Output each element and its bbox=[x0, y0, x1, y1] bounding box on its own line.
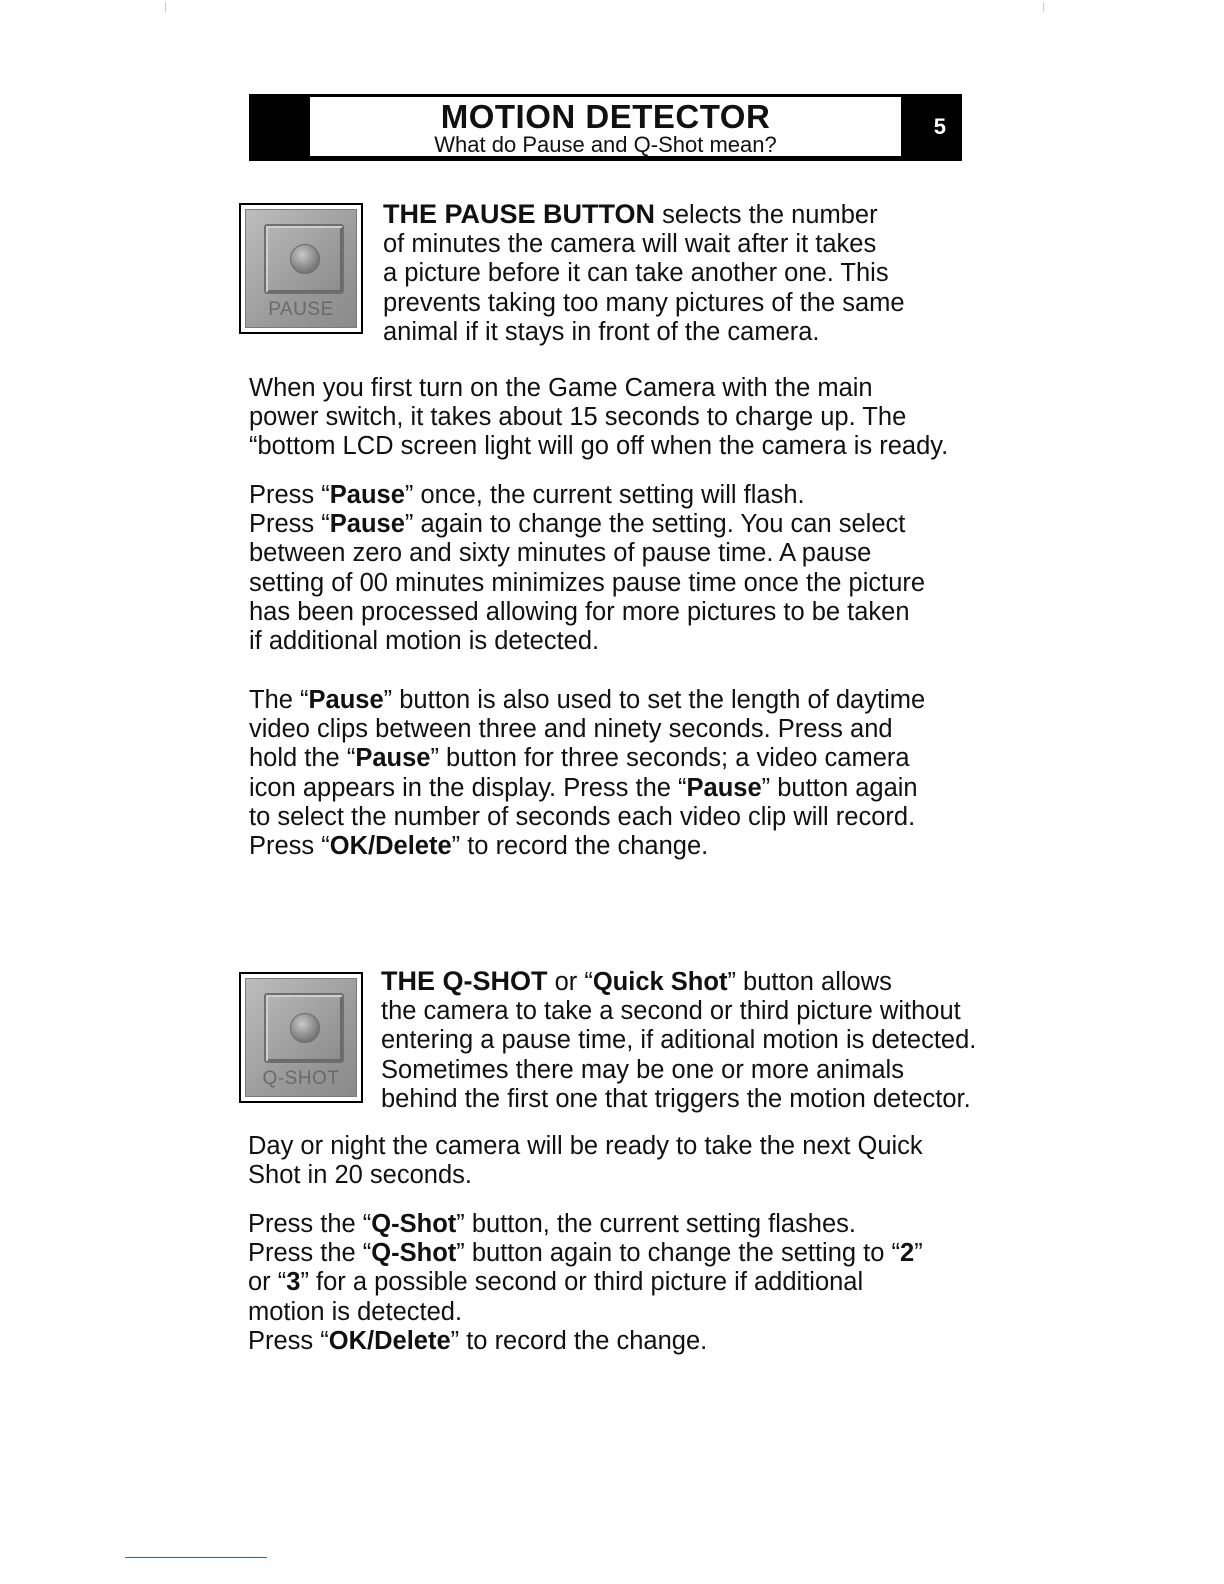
bold-term: Q-Shot bbox=[371, 1210, 457, 1238]
qshot-button-image bbox=[239, 972, 363, 1103]
bold-term: Pause bbox=[329, 510, 405, 539]
page-number: 5 bbox=[933, 114, 946, 139]
text-run: ” button again to change the setting to “ bbox=[456, 1239, 901, 1268]
text-run: ” to record the change. bbox=[451, 832, 709, 861]
bold-term: OK/Delete bbox=[328, 1326, 451, 1355]
text-run: ” button allows bbox=[727, 968, 892, 996]
pause-paragraph-1 bbox=[249, 374, 1009, 462]
text-run: ” button is also used to set the length of daytime bbox=[383, 686, 926, 714]
text-run: hold the “ bbox=[249, 744, 356, 773]
paragraph-line: setting of 00 minutes minimizes pause time once the picture bbox=[249, 568, 926, 597]
qshot-lead: THE Q-SHOT bbox=[381, 966, 548, 996]
header-title-box bbox=[310, 97, 901, 156]
button-dot-icon bbox=[290, 244, 320, 274]
section-header bbox=[249, 94, 962, 161]
bold-term: Q-Shot bbox=[371, 1239, 457, 1268]
text-run: or “ bbox=[248, 1268, 287, 1297]
pause-intro bbox=[383, 200, 983, 347]
page-title: MOTION DETECTOR bbox=[440, 98, 771, 135]
paragraph-line: video clips between three and ninety seconds. Press and bbox=[249, 715, 893, 744]
paragraph-line: if additional motion is detected. bbox=[249, 627, 600, 656]
bold-term: Quick Shot bbox=[592, 968, 728, 996]
text-run: ” button, the current setting flashes. bbox=[456, 1210, 857, 1238]
bold-term: Pause bbox=[686, 773, 762, 802]
qshot-intro-line: the camera to take a second or third picture without bbox=[381, 997, 961, 1026]
text-run: ” again to change the setting. You can select bbox=[404, 510, 906, 539]
qshot-paragraph-2 bbox=[248, 1210, 1008, 1356]
pause-paragraph-2 bbox=[249, 481, 1009, 656]
text-run: ” to record the change. bbox=[450, 1326, 708, 1355]
text-run: Press the “ bbox=[248, 1210, 372, 1238]
paragraph-line: When you first turn on the Game Camera with the main bbox=[249, 374, 873, 402]
text-run: ” once, the current setting will flash. bbox=[404, 481, 805, 509]
text-run: ” for a possible second or third picture if additional bbox=[300, 1268, 864, 1297]
paragraph-line: Shot in 20 seconds. bbox=[248, 1161, 472, 1190]
crop-mark-left bbox=[165, 2, 166, 12]
text-run: The “ bbox=[249, 686, 309, 714]
text-run: ” button again bbox=[761, 773, 918, 802]
qshot-key bbox=[264, 993, 344, 1063]
pause-intro-line: of minutes the camera will wait after it takes bbox=[383, 230, 877, 259]
footnote-rule bbox=[125, 1557, 267, 1558]
qshot-intro-line: entering a pause time, if aditional motion is detected. bbox=[381, 1026, 977, 1055]
qshot-button-label: Q-SHOT bbox=[262, 1068, 340, 1089]
bold-term: OK/Delete bbox=[329, 832, 452, 861]
text-run: Press “ bbox=[249, 832, 330, 861]
crop-mark-right bbox=[1043, 2, 1044, 12]
pause-button-label: PAUSE bbox=[268, 299, 334, 320]
paragraph-line: between zero and sixty minutes of pause time. A pause bbox=[249, 539, 872, 568]
paragraph-line: Day or night the camera will be ready to take the next Quick bbox=[248, 1132, 923, 1160]
paragraph-line: motion is detected. bbox=[248, 1297, 463, 1326]
text-run: Press “ bbox=[249, 510, 330, 539]
qshot-paragraph-1 bbox=[248, 1132, 1008, 1190]
pause-paragraph-3 bbox=[249, 686, 1009, 861]
text-run: icon appears in the display. Press the “ bbox=[249, 773, 687, 802]
pause-button-image bbox=[239, 203, 363, 334]
pause-intro-line: a picture before it can take another one. This bbox=[383, 259, 889, 288]
paragraph-line: “bottom LCD screen light will go off when the camera is ready. bbox=[249, 432, 949, 461]
pause-intro-line: prevents taking too many pictures of the same bbox=[383, 288, 905, 317]
qshot-intro bbox=[381, 967, 1021, 1114]
bold-term: Pause bbox=[308, 686, 384, 714]
paragraph-line: has been processed allowing for more pictures to be taken bbox=[249, 597, 910, 626]
pause-intro-line: selects the number bbox=[655, 201, 878, 229]
paragraph-line: power switch, it takes about 15 seconds to charge up. The bbox=[249, 403, 907, 432]
bold-term: Pause bbox=[329, 481, 405, 509]
bold-term: 2 bbox=[900, 1239, 915, 1268]
text-run: Press “ bbox=[249, 481, 330, 509]
pause-lead: THE PAUSE BUTTON bbox=[383, 199, 656, 229]
pause-button-face bbox=[245, 209, 357, 328]
qshot-intro-line: behind the first one that triggers the motion detector. bbox=[381, 1084, 971, 1113]
text-run: ” bbox=[914, 1239, 923, 1268]
page-subtitle: What do Pause and Q-Shot mean? bbox=[434, 132, 777, 157]
pause-key bbox=[264, 224, 344, 294]
text-run: Press the “ bbox=[248, 1239, 372, 1268]
text-run: Press “ bbox=[248, 1326, 329, 1355]
qshot-button-face bbox=[245, 978, 357, 1097]
button-dot-icon bbox=[290, 1013, 320, 1043]
text-run: or “ bbox=[547, 968, 593, 996]
bold-term: Pause bbox=[355, 744, 431, 773]
qshot-intro-line: Sometimes there may be one or more animals bbox=[381, 1055, 904, 1084]
paragraph-line: to select the number of seconds each video clip will record. bbox=[249, 802, 916, 831]
bold-term: 3 bbox=[286, 1268, 301, 1297]
text-run: ” button for three seconds; a video camera bbox=[430, 744, 910, 773]
pause-intro-line: animal if it stays in front of the camera. bbox=[383, 317, 820, 346]
